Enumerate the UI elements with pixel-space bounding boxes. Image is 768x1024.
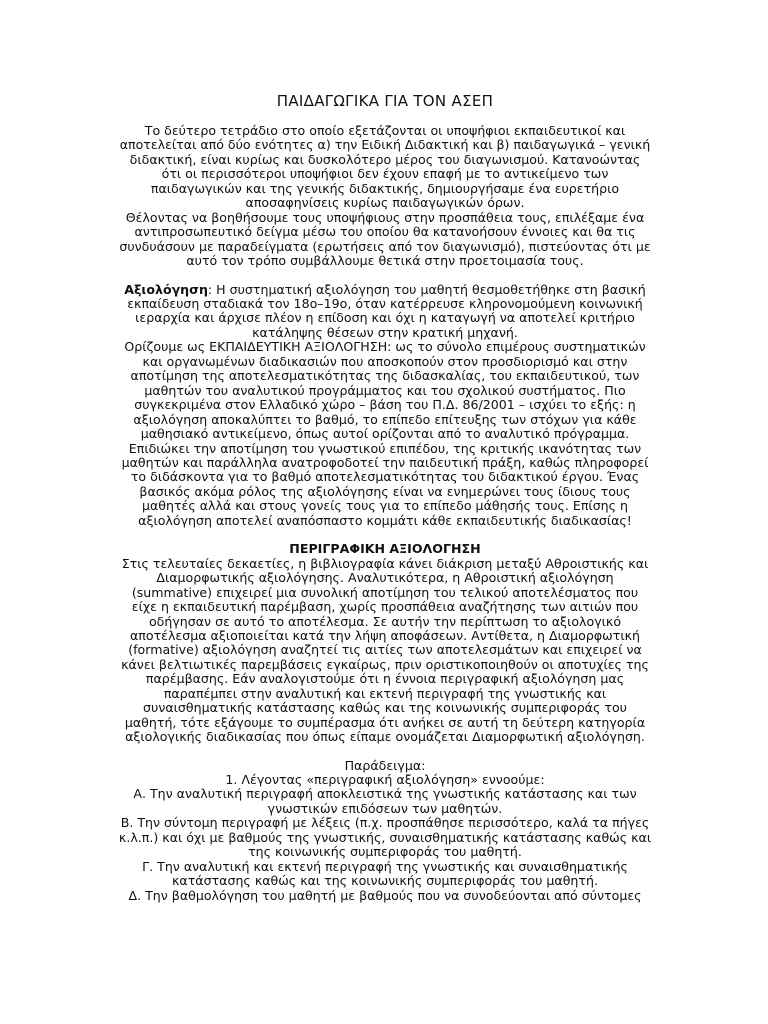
example-label: Παράδειγμα: [344, 757, 426, 773]
spacer [118, 528, 652, 542]
section-heading: ΠΕΡΙΓΡΑΦΙΚΗ ΑΞΙΟΛΟΓΗΣΗ [289, 541, 481, 557]
example-option-a: Α. Την αναλυτική περιγραφή αποκλειστικά της γνωστικής κατάστασης και των γνωστικών επιδόσεων των μαθητών. [133, 786, 637, 816]
example-question: 1. Λέγοντας «περιγραφική αξιολόγηση» εννοούμε: [225, 772, 545, 788]
axiologisi-term: Αξιολόγηση [124, 281, 208, 297]
document-title: ΠΑΙΔΑΓΩΓΙΚΑ ΓΙΑ ΤΟΝ ΑΣΕΠ [276, 92, 494, 110]
spacer [118, 269, 652, 283]
example-option-c: Γ. Την αναλυτική και εκτενή περιγραφή της γνωστικής και συναισθηματικής κατάστασης καθώς και της κοινωνικής συμπεριφοράς του μαθητή. [142, 858, 628, 889]
axiologisi-definition: : Η συστηματική αξιολόγηση του μαθητή θεσμοθετήθηκε στη βασική εκπαίδευση σταδιακά τον 18ο–19ο, όταν κατέρρευσε κληρονομούμενη κοινωνική ιεραρχία και άρχισε πλέον η επίδοση και όχι η καταγωγή να αποτελεί κριτήριο κατάληψης θέσεων στην κρατική μηχανή. [127, 281, 646, 340]
example-option-b: Β. Την σύντομη περιγραφή με λέξεις (π.χ. προσπάθησε περισσότερο, καλά τα πήγες κ.λ.π.) και όχι με βαθμούς της γνωστικής, συναισθηματικής κατάστασης καθώς και της κοινωνικής συμπεριφοράς του μαθητή. [118, 815, 652, 860]
intro-paragraph-1: Το δεύτερο τετράδιο στο οποίο εξετάζονται οι υποψήφιοι εκπαιδευτικοί και αποτελείται από δύο ενότητες α) την Ειδική Διδακτική και β) παιδαγωγικά – γενική διδακτική, είναι κυρίως και δυσκολότερο μέρος του διαγωνισμού. Κατανοώντας ότι οι περισσότεροι υποψήφιοι δεν έχουν επαφή με το αντικείμενο των παιδαγωγικών και της γενικής διδακτικής, δημιουργήσαμε ένα ευρετήριο αποσαφηνίσεις κυρίως παιδαγωγικών όρων. [119, 123, 651, 211]
intro-paragraph-2: Θέλοντας να βοηθήσουμε τους υποψήφιους στην προσπάθεια τους, επιλέξαμε ένα αντιπροσωπευτικό δείγμα μέσω του οποίου θα κατανοήσουν έννοιες και θα τις συνδυάσουν με παραδείγματα (ερωτήσεις από τον διαγωνισμό), πιστεύοντας ότι με αυτό τον τρόπο συμβάλλουμε θετικά στην προετοιμασία τους. [119, 209, 651, 269]
spacer [118, 745, 652, 759]
document-page [118, 92, 652, 903]
example-option-d: Δ. Την βαθμολόγηση του μαθητή με βαθμούς που να συνοδεύονται από σύντομες [128, 887, 642, 903]
axiologisi-paragraph [118, 283, 652, 341]
perigrafiki-paragraph: Στις τελευταίες δεκαετίες, η βιβλιογραφία κάνει διάκριση μεταξύ Αθροιστικής και Διαμορφωτικής αξιολόγησης. Αναλυτικότερα, η Αθροιστική αξιολόγηση (summative) επιχειρεί μια συνολική αποτίμηση του τελικού αποτελέσματος που είχε η εκπαιδευτική παρέμβαση, χωρίς προσπάθεια αναζήτησης των αιτιών που οδήγησαν σε αυτό το αποτέλεσμα. Σε αυτήν την περίπτωση το αξιολογικό αποτέλεσμα αξιοποιείται κατά την λήψη αποφάσεων. Αντίθετα, η Διαμορφωτική (formative) αξιολόγηση αναζητεί τις αιτίες των αποτελεσμάτων και επιχειρεί να κάνει βελτιωτικές παρεμβάσεις εγκαίρως, πριν οριστικοποιηθούν οι αποτυχίες της παρέμβασης. Εάν αναλογιστούμε ότι η έννοια περιγραφική αξιολόγηση μας παραπέμπει στην αναλυτική και εκτενή περιγραφή της γνωστικής και συναισθηματικής κατάστασης καθώς και της κοινωνικής συμπεριφοράς του μαθητή, τότε εξάγουμε το συμπέρασμα ότι ανήκει σε αυτή τη δεύτερη κατηγορία αξιολογικής διαδικασίας που όπως είπαμε ονομάζεται Διαμορφωτική αξιολόγηση. [121, 555, 649, 745]
axiologisi-paragraph-2: Ορίζουμε ως ΕΚΠΑΙΔΕΥΤΙΚΗ ΑΞΙΟΛΟΓΗΣΗ: ως το σύνολο επιμέρους συστηματικών και οργανωμένων διαδικασιών που αποσκοπούν στον προσδιορισμό και στην αποτίμηση της αποτελεσματικότητας της διδασκαλίας, του εκπαιδευτικού, των μαθητών του αναλυτικού προγράμματος και του σχολικού συστήματος. Πιο συγκεκριμένα στον Ελλαδικό χώρο – βάση του Π.Δ. 86/2001 – ισχύει το εξής: η αξιολόγηση αποκαλύπτει το βαθμό, το επίπεδο επίτευξης των στόχων για κάθε μαθησιακό αντικείμενο, όπως αυτοί ορίζονται από το αναλυτικό πρόγραμμα. Επιδιώκει την αποτίμηση του γνωστικού επιπέδου, της κριτικής ικανότητας των μαθητών και παράλληλα ανατροφοδοτεί την παιδευτική πράξη, καθώς πληροφορεί το διδάσκοντα για το βαθμό αποτελεσματικότητας του διδακτικού έργου. Ένας βασικός ακόμα ρόλος της αξιολόγησης είναι να ενημερώνει τους ίδιους τους μαθητές αλλά και στους γονείς τους για το επίπεδο μάθησής τους. Επίσης η αξιολόγηση αποτελεί αναπόσπαστο κομμάτι κάθε εκπαιδευτικής διαδικασίας! [121, 339, 649, 528]
